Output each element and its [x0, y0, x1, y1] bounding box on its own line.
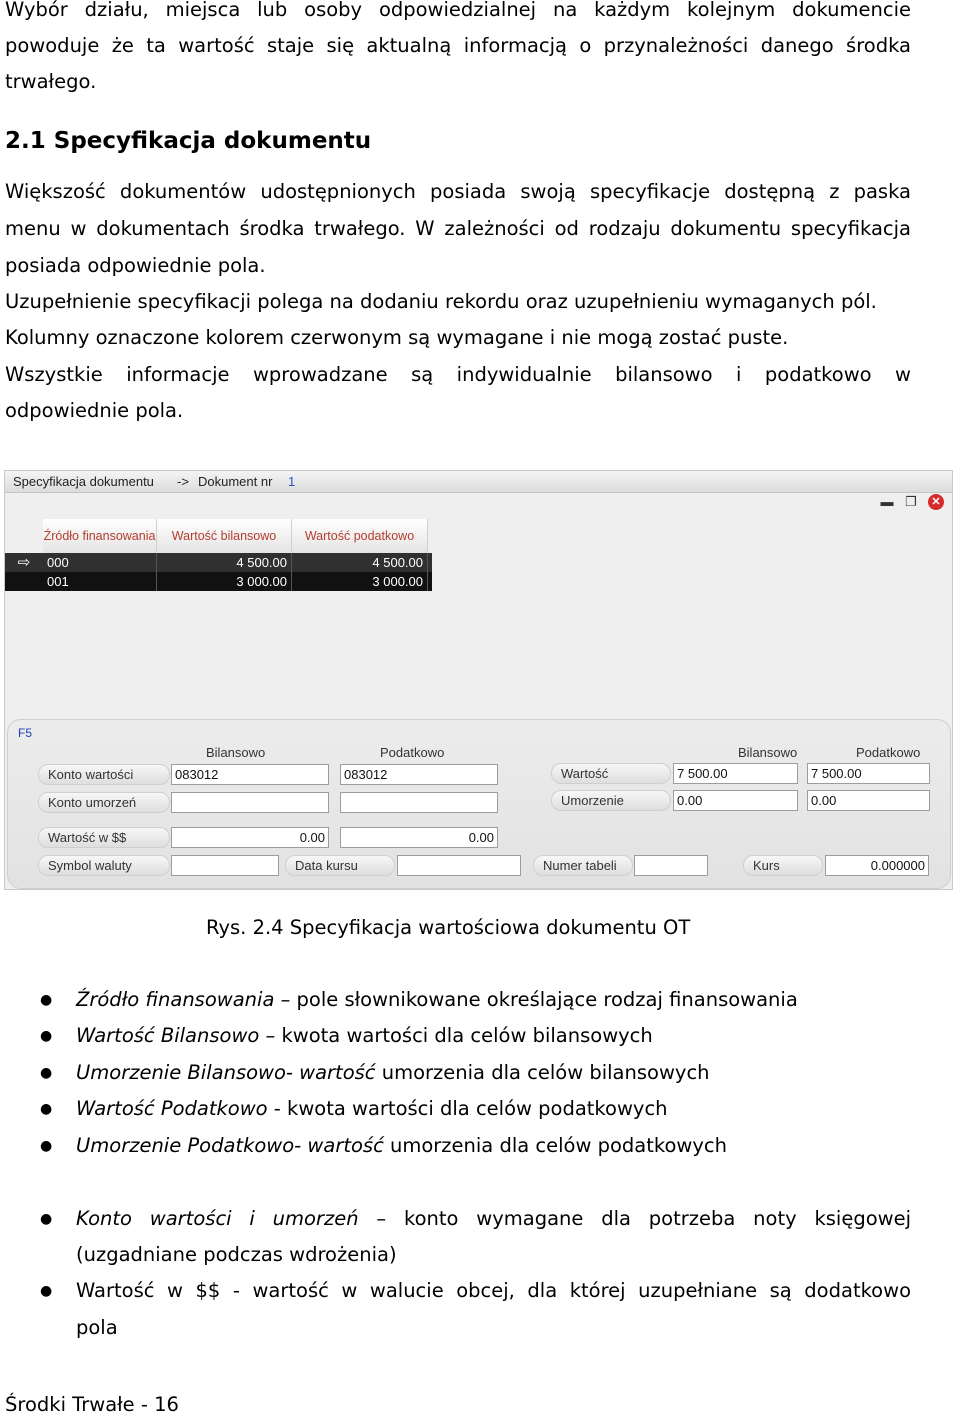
section-p1-line-1: Większość dokumentów udostępnionych posiada swoją specyfikacje dostępną z paska — [5, 180, 911, 203]
page-footer: Środki Trwałe - 16 — [5, 1393, 179, 1416]
row-indicator-arrow-icon: ⇨ — [17, 554, 31, 571]
section-p3-line-2: odpowiednie pola. — [5, 399, 184, 422]
section-p2-line-1: Uzupełnienie specyfikacji polega na dodaniu rekordu oraz uzupełnieniu wymaganych pól. — [5, 290, 877, 313]
list-item — [76, 1091, 911, 1128]
list-item — [76, 1128, 911, 1165]
label-wartosc-usd: Wartość w $$ — [38, 827, 170, 848]
cell-value-pod[interactable]: 3 000.00 — [292, 572, 428, 591]
label-konto-umorzen: Konto umorzeń — [38, 792, 170, 813]
label-kurs: Kurs — [743, 855, 823, 876]
section-p3-line-1: Wszystkie informacje wprowadzane są indywidualnie bilansowo i podatkowo w — [5, 363, 911, 386]
konto-wartosci-bil-input[interactable]: 083012 — [171, 764, 329, 785]
list-item-term: Umorzenie Podatkowo- wartość — [76, 1134, 384, 1157]
list-item-term: Wartość Bilansowo — [76, 1024, 260, 1047]
bullet-dot: ● — [40, 1065, 53, 1081]
section-p1-line-2: menu w dokumentach środka trwałego. W zależności od rodzaju dokumentu specyfikacja — [5, 217, 911, 240]
umorzenie-pod-input[interactable]: 0.00 — [807, 790, 930, 811]
col-header-podatkowo: Podatkowo — [380, 745, 445, 760]
intro-line-2: powoduje że ta wartość staje się aktualną informacją o przynależności danego środka — [5, 34, 911, 57]
wartosc-usd-bil-input[interactable]: 0.00 — [171, 827, 329, 848]
window-title-document: Dokument nr — [198, 474, 273, 489]
list-item: Wartość w $$ - wartość w walucie obcej, dla której uzupełniane są dodatkowo — [76, 1279, 911, 1302]
window-title-arrow: -> — [177, 474, 189, 489]
column-header-source[interactable]: Źródło finansowania — [43, 519, 157, 553]
column-header-value-bil[interactable]: Wartość bilansowo — [157, 519, 292, 553]
bullet-dot: ● — [40, 1028, 53, 1044]
konto-umorzen-pod-input[interactable] — [340, 792, 498, 813]
list-item-text: – konto wymagane dla potrzeba noty księgowej — [358, 1207, 912, 1230]
intro-line-3: trwałego. — [5, 70, 97, 93]
window-title-specification: Specyfikacja dokumentu — [13, 474, 154, 489]
column-header-value-pod[interactable]: Wartość podatkowo — [292, 519, 428, 553]
wartosc-usd-pod-input[interactable]: 0.00 — [340, 827, 498, 848]
section-p1-line-3: posiada odpowiednie pola. — [5, 254, 266, 277]
cell-source[interactable]: 001 — [43, 572, 157, 591]
col-header-podatkowo-right: Podatkowo — [856, 745, 921, 760]
kurs-input[interactable]: 0.000000 — [825, 855, 929, 876]
table-row[interactable] — [5, 553, 432, 572]
list-item-text: umorzenia dla celów podatkowych — [383, 1134, 727, 1157]
wartosc-bil-input[interactable]: 7 500.00 — [673, 763, 798, 784]
label-umorzenie: Umorzenie — [551, 790, 671, 811]
list-item-continuation: pola — [76, 1316, 118, 1339]
cell-source[interactable]: 000 — [43, 553, 157, 572]
col-header-bilansowo: Bilansowo — [206, 745, 266, 760]
minimize-icon[interactable]: ▬ — [880, 494, 894, 509]
figure-caption: Rys. 2.4 Specyfikacja wartościowa dokumentu OT — [206, 916, 691, 939]
list-item — [76, 1055, 911, 1092]
numer-tabeli-input[interactable] — [634, 855, 708, 876]
cell-value-pod[interactable]: 4 500.00 — [292, 553, 428, 572]
intro-line-1: Wybór działu, miejsca lub osoby odpowiedzialnej na każdym kolejnym dokumencie — [5, 0, 911, 21]
bullet-dot: ● — [40, 1101, 53, 1117]
bullet-dot: ● — [40, 1211, 53, 1227]
label-konto-wartosci: Konto wartości — [38, 764, 170, 785]
list-item-text: umorzenia dla celów bilansowych — [375, 1061, 710, 1084]
window-titlebar — [5, 471, 952, 493]
bullet-dot: ● — [40, 992, 53, 1008]
spec-form-panel — [7, 719, 951, 889]
table-row[interactable] — [5, 572, 432, 591]
list-item-continuation: (uzgadniane podczas wdrożenia) — [76, 1243, 397, 1266]
specification-window-screenshot — [4, 470, 953, 890]
label-symbol-waluty: Symbol waluty — [38, 855, 170, 876]
cell-value-bil[interactable]: 4 500.00 — [157, 553, 292, 572]
maximize-icon[interactable]: ❐ — [905, 494, 917, 509]
list-item-text: – kwota wartości dla celów bilansowych — [259, 1024, 653, 1047]
wartosc-pod-input[interactable]: 7 500.00 — [807, 763, 930, 784]
label-data-kursu: Data kursu — [285, 855, 395, 876]
shortcut-key-label: F5 — [18, 726, 33, 740]
col-header-bilansowo-right: Bilansowo — [738, 745, 798, 760]
window-title-number: 1 — [288, 474, 296, 489]
list-item-text: – pole słownikowane określające rodzaj finansowania — [274, 988, 798, 1011]
bullet-dot: ● — [40, 1283, 53, 1299]
symbol-waluty-input[interactable] — [171, 855, 279, 876]
bullet-dot: ● — [40, 1138, 53, 1154]
section-p2-line-2: Kolumny oznaczone kolorem czerwonym są wymagane i nie mogą zostać puste. — [5, 326, 789, 349]
list-item-term: Źródło finansowania — [76, 988, 275, 1011]
konto-wartosci-pod-input[interactable]: 083012 — [340, 764, 498, 785]
list-item — [76, 1018, 911, 1055]
label-wartosc: Wartość — [551, 763, 671, 784]
konto-umorzen-bil-input[interactable] — [171, 792, 329, 813]
close-icon[interactable]: ✕ — [928, 494, 944, 510]
list-item — [76, 982, 911, 1019]
list-item-term: Umorzenie Bilansowo- wartość — [76, 1061, 376, 1084]
list-item-term: Konto wartości i umorzeń — [76, 1207, 359, 1230]
list-item — [76, 1201, 911, 1238]
data-kursu-input[interactable] — [397, 855, 521, 876]
list-item-term: Wartość Podatkowo — [76, 1097, 268, 1120]
umorzenie-bil-input[interactable]: 0.00 — [673, 790, 798, 811]
cell-value-bil[interactable]: 3 000.00 — [157, 572, 292, 591]
section-heading: 2.1 Specyfikacja dokumentu — [5, 128, 372, 154]
list-item-text: - kwota wartości dla celów podatkowych — [267, 1097, 668, 1120]
label-numer-tabeli: Numer tabeli — [533, 855, 633, 876]
